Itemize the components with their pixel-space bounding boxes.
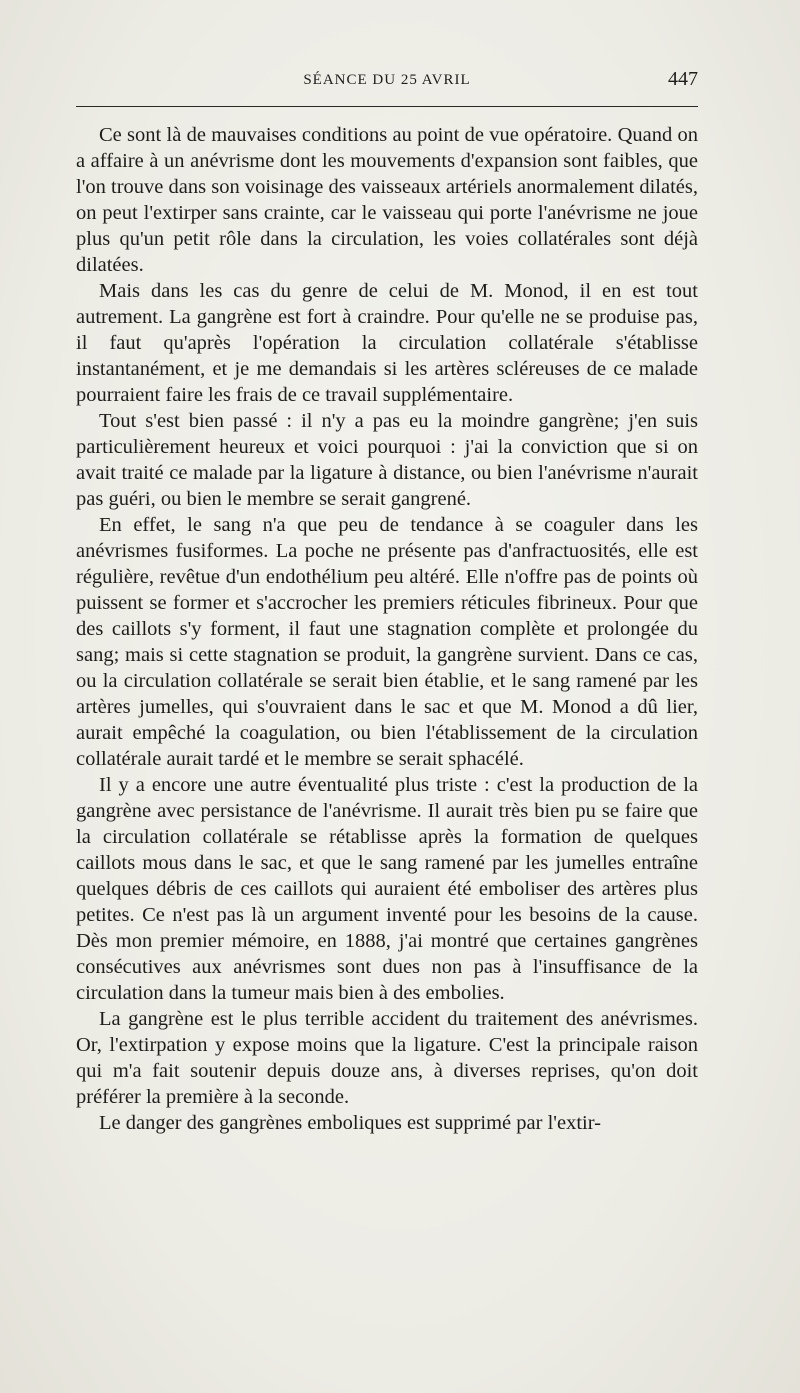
paragraph: La gangrène est le plus terrible accident du traitement des anévrismes. Or, l'extirpation y expose moins que la ligature. C'est la principale raison qui m'a fait soutenir depuis douze ans, à diverses reprises, qu'on doit préférer la première à la seconde.	[76, 1008, 698, 1108]
paragraph-continued: Le danger des gangrènes emboliques est supprimé par l'extir-	[99, 1112, 601, 1134]
paragraph: En effet, le sang n'a que peu de tendance à se coaguler dans les anévrismes fusiformes. La poche ne présente pas d'anfractuosités, elle est régulière, revêtue d'un endothélium peu altéré. Elle n'offre pas de points où puissent se former et s'accrocher les premiers réticules fibrineux. Pour que des caillots s'y forment, il faut une stagnation complète et prolongée du sang; mais si cette stagnation se produit, la gangrène survient. Dans ce cas, ou la circulation collatérale se serait bien établie, et le sang ramené par les artères jumelles, qui s'ouvraient dans le sac et que M. Monod a dû lier, aurait empêché la coagulation, ou bien l'établissement de la circulation collatérale aurait tardé et le membre se serait sphacélé.	[76, 514, 698, 770]
paragraph: Tout s'est bien passé : il n'y a pas eu la moindre gangrène; j'en suis particulièrement heureux et voici pourquoi : j'ai la conviction que si on avait traité ce malade par la ligature à distance, ou bien l'anévrisme n'aurait pas guéri, ou bien le membre se serait gangrené.	[76, 410, 698, 510]
running-head: SÉANCE DU 25 AVRIL	[303, 72, 471, 88]
body-text	[76, 122, 698, 1136]
paragraph: Ce sont là de mauvaises conditions au point de vue opératoire. Quand on a affaire à un anévrisme dont les mouvements d'expansion sont faibles, que l'on trouve dans son voisinage des vaisseaux artériels anormalement dilatés, on peut l'extirper sans crainte, car le vaisseau qui porte l'anévrisme ne joue plus qu'un petit rôle dans la circulation, les voies collatérales sont déjà dilatées.	[76, 124, 698, 276]
paragraph: Mais dans les cas du genre de celui de M. Monod, il en est tout autrement. La gangrène est fort à craindre. Pour qu'elle ne se produise pas, il faut qu'après l'opération la circulation collatérale s'établisse instantanément, et je me demandais si les artères scléreuses de ce malade pourraient faire les frais de ce travail supplémentaire.	[76, 280, 698, 406]
page-header	[76, 66, 698, 92]
header-rule	[76, 106, 698, 107]
page-number: 447	[668, 68, 698, 90]
paragraph: Il y a encore une autre éventualité plus triste : c'est la production de la gangrène avec persistance de l'anévrisme. Il aurait très bien pu se faire que la circulation collatérale se rétablisse après la formation de quelques caillots mous dans le sac, et que le sang ramené par les jumelles entraîne quelques débris de ces caillots qui auraient été emboliser des artères plus petites. Ce n'est pas là un argument inventé pour les besoins de la cause. Dès mon premier mémoire, en 1888, j'ai montré que certaines gangrènes consécutives aux anévrismes sont dues non pas à l'insuffisance de la circulation dans la tumeur mais bien à des embolies.	[76, 774, 698, 1004]
